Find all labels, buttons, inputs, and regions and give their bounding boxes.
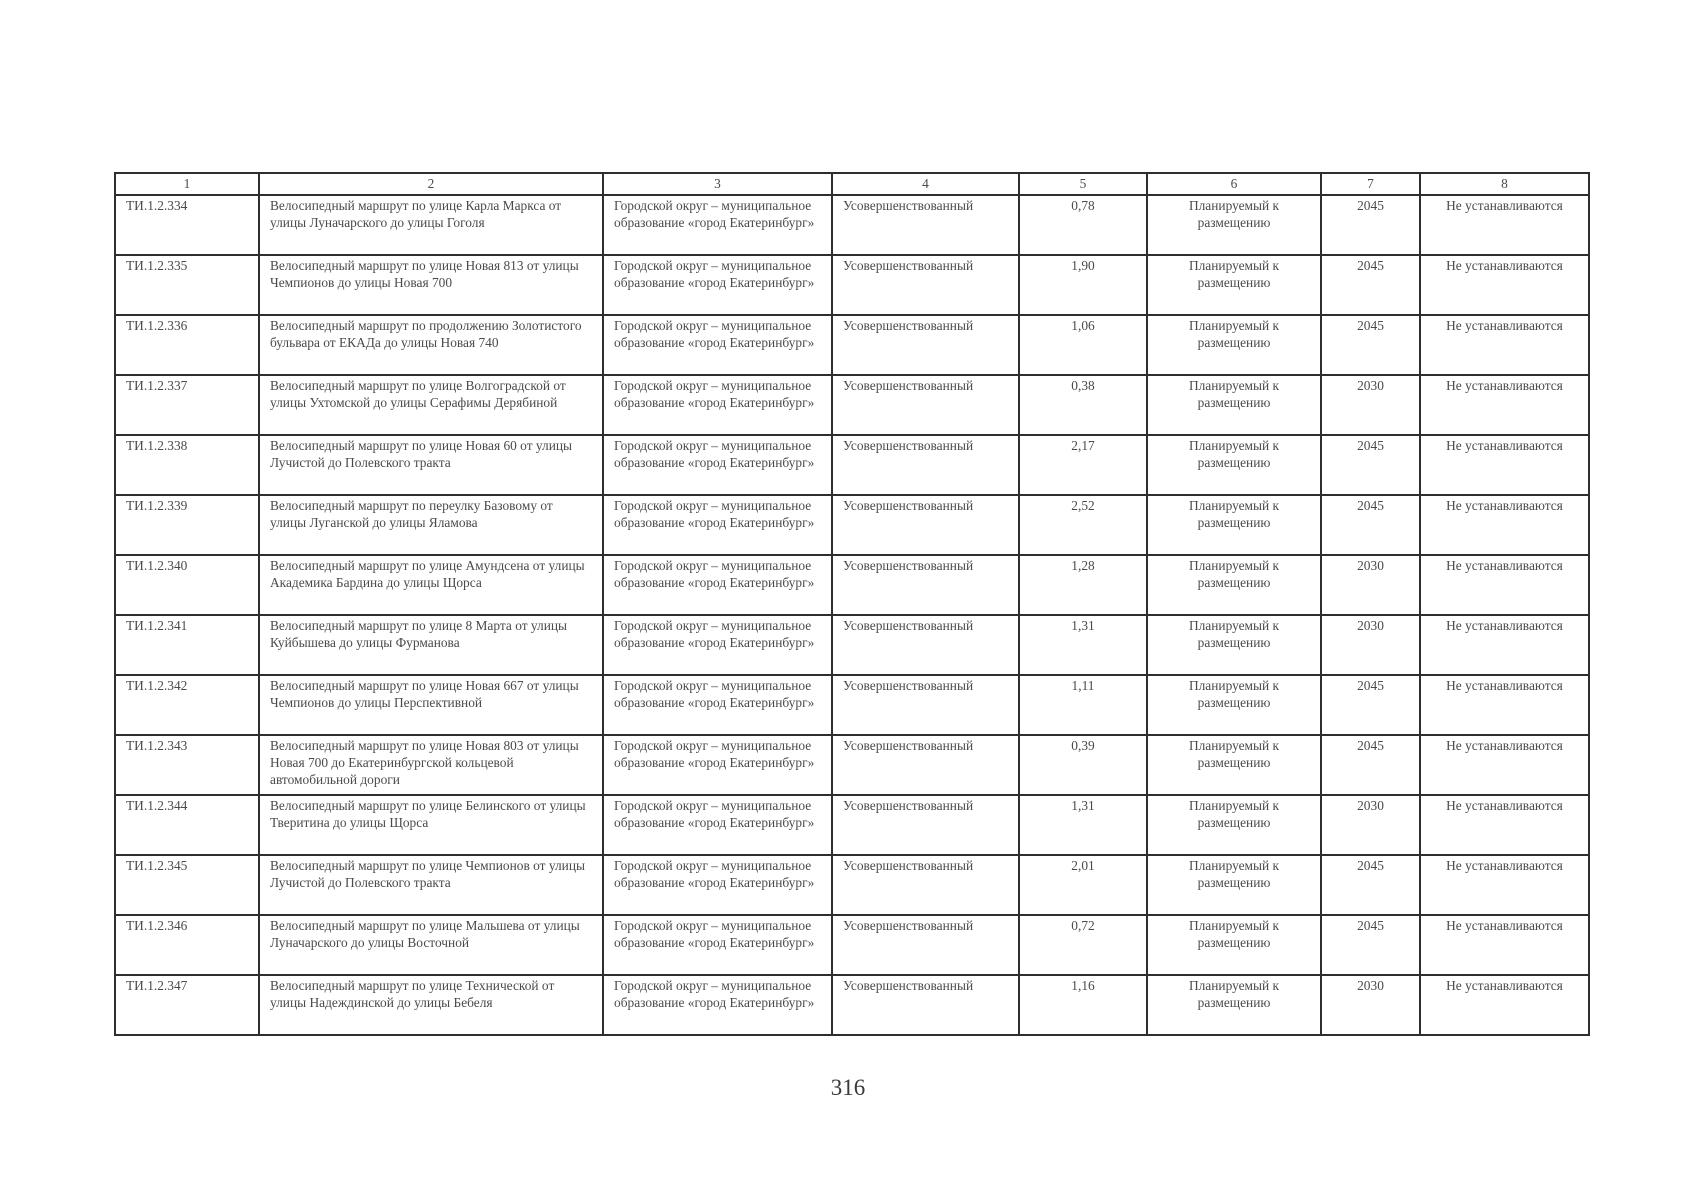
- category-cell: Усовершенствованный: [832, 495, 1019, 555]
- route-id-cell: ТИ.1.2.334: [115, 195, 259, 255]
- status-cell: Планируемый к размещению: [1147, 795, 1321, 855]
- municipality-cell: Городской округ – муниципальное образование «город Екатеринбург»: [603, 255, 832, 315]
- municipality-cell: Городской округ – муниципальное образование «город Екатеринбург»: [603, 975, 832, 1035]
- zone-cell: Не устанавливаются: [1420, 255, 1589, 315]
- municipality-cell: Городской округ – муниципальное образование «город Екатеринбург»: [603, 675, 832, 735]
- zone-cell: Не устанавливаются: [1420, 375, 1589, 435]
- length-cell: 1,28: [1019, 555, 1147, 615]
- route-description-cell: Велосипедный маршрут по улице Волгоградской от улицы Ухтомской до улицы Серафимы Дерябиной: [259, 375, 603, 435]
- status-cell: Планируемый к размещению: [1147, 735, 1321, 795]
- routes-table: [114, 172, 1590, 1036]
- municipality-cell: Городской округ – муниципальное образование «город Екатеринбург»: [603, 195, 832, 255]
- length-cell: 1,31: [1019, 615, 1147, 675]
- route-description-cell: Велосипедный маршрут по улице Белинского от улицы Тверитина до улицы Щорса: [259, 795, 603, 855]
- page-number: 316: [830, 1075, 866, 1100]
- category-cell: Усовершенствованный: [832, 255, 1019, 315]
- route-id-cell: ТИ.1.2.339: [115, 495, 259, 555]
- length-cell: 1,31: [1019, 795, 1147, 855]
- year-cell: 2045: [1321, 855, 1420, 915]
- year-cell: 2030: [1321, 975, 1420, 1035]
- route-description-cell: Велосипедный маршрут по улице Чемпионов от улицы Лучистой до Полевского тракта: [259, 855, 603, 915]
- category-cell: Усовершенствованный: [832, 315, 1019, 375]
- route-description-cell: Велосипедный маршрут по улице Технической от улицы Надеждинской до улицы Бебеля: [259, 975, 603, 1035]
- category-cell: Усовершенствованный: [832, 855, 1019, 915]
- status-cell: Планируемый к размещению: [1147, 615, 1321, 675]
- route-id-cell: ТИ.1.2.344: [115, 795, 259, 855]
- zone-cell: Не устанавливаются: [1420, 735, 1589, 795]
- zone-cell: Не устанавливаются: [1420, 195, 1589, 255]
- route-id-cell: ТИ.1.2.345: [115, 855, 259, 915]
- status-cell: Планируемый к размещению: [1147, 855, 1321, 915]
- zone-cell: Не устанавливаются: [1420, 795, 1589, 855]
- status-cell: Планируемый к размещению: [1147, 675, 1321, 735]
- table-row: [115, 315, 1589, 375]
- header-cell: 2: [259, 173, 603, 195]
- route-id-cell: ТИ.1.2.336: [115, 315, 259, 375]
- table-body: [115, 195, 1589, 1035]
- length-cell: 2,52: [1019, 495, 1147, 555]
- route-id-cell: ТИ.1.2.338: [115, 435, 259, 495]
- length-cell: 0,39: [1019, 735, 1147, 795]
- route-id-cell: ТИ.1.2.343: [115, 735, 259, 795]
- table-row: [115, 615, 1589, 675]
- route-description-cell: Велосипедный маршрут по продолжению Золотистого бульвара от ЕКАДа до улицы Новая 740: [259, 315, 603, 375]
- table-header: [115, 173, 1589, 195]
- table-row: [115, 735, 1589, 795]
- status-cell: Планируемый к размещению: [1147, 915, 1321, 975]
- route-description-cell: Велосипедный маршрут по улице Мальшева от улицы Луначарского до улицы Восточной: [259, 915, 603, 975]
- header-cell: 5: [1019, 173, 1147, 195]
- header-row: [115, 173, 1589, 195]
- category-cell: Усовершенствованный: [832, 435, 1019, 495]
- length-cell: 2,17: [1019, 435, 1147, 495]
- route-description-cell: Велосипедный маршрут по улице Новая 803 от улицы Новая 700 до Екатеринбургской кольцевой автомобильной дороги: [259, 735, 603, 795]
- length-cell: 0,38: [1019, 375, 1147, 435]
- year-cell: 2045: [1321, 435, 1420, 495]
- header-cell: 4: [832, 173, 1019, 195]
- category-cell: Усовершенствованный: [832, 555, 1019, 615]
- header-cell: 8: [1420, 173, 1589, 195]
- length-cell: 1,11: [1019, 675, 1147, 735]
- length-cell: 1,06: [1019, 315, 1147, 375]
- route-id-cell: ТИ.1.2.342: [115, 675, 259, 735]
- status-cell: Планируемый к размещению: [1147, 195, 1321, 255]
- municipality-cell: Городской округ – муниципальное образование «город Екатеринбург»: [603, 435, 832, 495]
- route-description-cell: Велосипедный маршрут по улице Карла Маркса от улицы Луначарского до улицы Гоголя: [259, 195, 603, 255]
- zone-cell: Не устанавливаются: [1420, 975, 1589, 1035]
- table-row: [115, 435, 1589, 495]
- status-cell: Планируемый к размещению: [1147, 315, 1321, 375]
- length-cell: 0,72: [1019, 915, 1147, 975]
- zone-cell: Не устанавливаются: [1420, 675, 1589, 735]
- year-cell: 2045: [1321, 915, 1420, 975]
- status-cell: Планируемый к размещению: [1147, 375, 1321, 435]
- year-cell: 2045: [1321, 735, 1420, 795]
- zone-cell: Не устанавливаются: [1420, 435, 1589, 495]
- municipality-cell: Городской округ – муниципальное образование «город Екатеринбург»: [603, 375, 832, 435]
- header-cell: 3: [603, 173, 832, 195]
- table-row: [115, 495, 1589, 555]
- table-row: [115, 975, 1589, 1035]
- year-cell: 2030: [1321, 795, 1420, 855]
- zone-cell: Не устанавливаются: [1420, 615, 1589, 675]
- year-cell: 2045: [1321, 195, 1420, 255]
- municipality-cell: Городской округ – муниципальное образование «город Екатеринбург»: [603, 855, 832, 915]
- table-row: [115, 915, 1589, 975]
- category-cell: Усовершенствованный: [832, 675, 1019, 735]
- status-cell: Планируемый к размещению: [1147, 255, 1321, 315]
- length-cell: 2,01: [1019, 855, 1147, 915]
- year-cell: 2030: [1321, 375, 1420, 435]
- category-cell: Усовершенствованный: [832, 195, 1019, 255]
- year-cell: 2045: [1321, 495, 1420, 555]
- length-cell: 0,78: [1019, 195, 1147, 255]
- status-cell: Планируемый к размещению: [1147, 435, 1321, 495]
- table-row: [115, 555, 1589, 615]
- length-cell: 1,90: [1019, 255, 1147, 315]
- category-cell: Усовершенствованный: [832, 915, 1019, 975]
- header-cell: 1: [115, 173, 259, 195]
- zone-cell: Не устанавливаются: [1420, 855, 1589, 915]
- route-description-cell: Велосипедный маршрут по улице Новая 60 от улицы Лучистой до Полевского тракта: [259, 435, 603, 495]
- table-row: [115, 195, 1589, 255]
- route-id-cell: ТИ.1.2.337: [115, 375, 259, 435]
- year-cell: 2045: [1321, 315, 1420, 375]
- category-cell: Усовершенствованный: [832, 735, 1019, 795]
- zone-cell: Не устанавливаются: [1420, 915, 1589, 975]
- route-description-cell: Велосипедный маршрут по улице Новая 667 от улицы Чемпионов до улицы Перспективной: [259, 675, 603, 735]
- year-cell: 2045: [1321, 255, 1420, 315]
- municipality-cell: Городской округ – муниципальное образование «город Екатеринбург»: [603, 315, 832, 375]
- route-description-cell: Велосипедный маршрут по переулку Базовому от улицы Луганской до улицы Яламова: [259, 495, 603, 555]
- year-cell: 2030: [1321, 555, 1420, 615]
- table-row: [115, 375, 1589, 435]
- category-cell: Усовершенствованный: [832, 975, 1019, 1035]
- category-cell: Усовершенствованный: [832, 375, 1019, 435]
- year-cell: 2030: [1321, 615, 1420, 675]
- zone-cell: Не устанавливаются: [1420, 315, 1589, 375]
- municipality-cell: Городской округ – муниципальное образование «город Екатеринбург»: [603, 555, 832, 615]
- status-cell: Планируемый к размещению: [1147, 495, 1321, 555]
- table-row: [115, 675, 1589, 735]
- length-cell: 1,16: [1019, 975, 1147, 1035]
- status-cell: Планируемый к размещению: [1147, 555, 1321, 615]
- category-cell: Усовершенствованный: [832, 795, 1019, 855]
- zone-cell: Не устанавливаются: [1420, 555, 1589, 615]
- route-id-cell: ТИ.1.2.335: [115, 255, 259, 315]
- zone-cell: Не устанавливаются: [1420, 495, 1589, 555]
- status-cell: Планируемый к размещению: [1147, 975, 1321, 1035]
- table-row: [115, 255, 1589, 315]
- municipality-cell: Городской округ – муниципальное образование «город Екатеринбург»: [603, 795, 832, 855]
- header-cell: 6: [1147, 173, 1321, 195]
- municipality-cell: Городской округ – муниципальное образование «город Екатеринбург»: [603, 735, 832, 795]
- route-id-cell: ТИ.1.2.346: [115, 915, 259, 975]
- header-cell: 7: [1321, 173, 1420, 195]
- year-cell: 2045: [1321, 675, 1420, 735]
- municipality-cell: Городской округ – муниципальное образование «город Екатеринбург»: [603, 615, 832, 675]
- table-row: [115, 795, 1589, 855]
- route-id-cell: ТИ.1.2.347: [115, 975, 259, 1035]
- route-description-cell: Велосипедный маршрут по улице Амундсена от улицы Академика Бардина до улицы Щорса: [259, 555, 603, 615]
- table-row: [115, 855, 1589, 915]
- municipality-cell: Городской округ – муниципальное образование «город Екатеринбург»: [603, 495, 832, 555]
- route-description-cell: Велосипедный маршрут по улице Новая 813 от улицы Чемпионов до улицы Новая 700: [259, 255, 603, 315]
- route-id-cell: ТИ.1.2.341: [115, 615, 259, 675]
- route-id-cell: ТИ.1.2.340: [115, 555, 259, 615]
- route-description-cell: Велосипедный маршрут по улице 8 Марта от улицы Куйбышева до улицы Фурманова: [259, 615, 603, 675]
- municipality-cell: Городской округ – муниципальное образование «город Екатеринбург»: [603, 915, 832, 975]
- category-cell: Усовершенствованный: [832, 615, 1019, 675]
